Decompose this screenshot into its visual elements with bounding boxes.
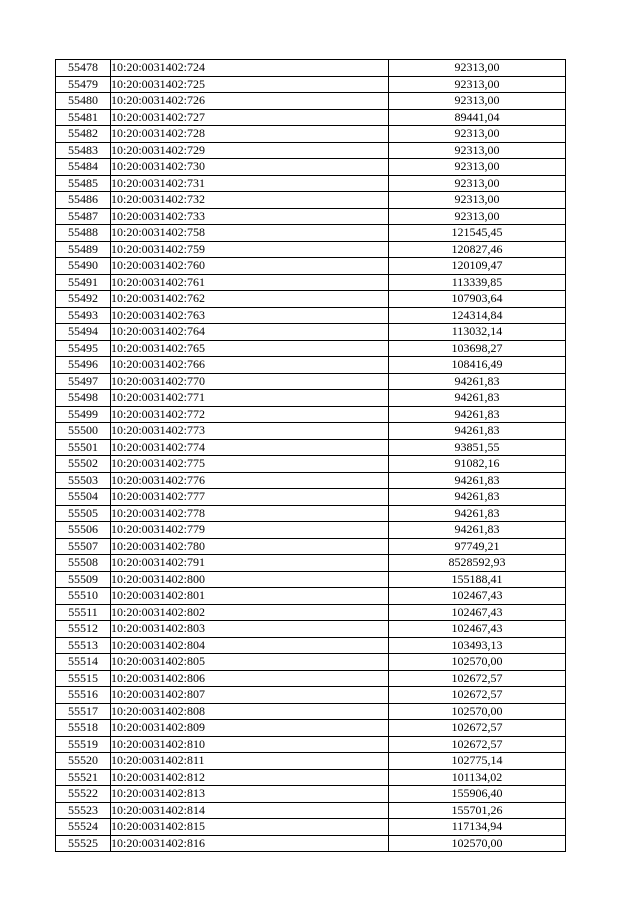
cadastral-number: 10:20:0031402:733 <box>111 208 389 225</box>
row-number: 55508 <box>56 555 111 572</box>
row-number: 55517 <box>56 703 111 720</box>
cadastral-value: 113339,85 <box>389 274 566 291</box>
row-number: 55503 <box>56 472 111 489</box>
row-number: 55488 <box>56 225 111 242</box>
cadastral-value: 91082,16 <box>389 456 566 473</box>
cadastral-value: 92313,00 <box>389 159 566 176</box>
row-number: 55485 <box>56 175 111 192</box>
cadastral-value: 103698,27 <box>389 340 566 357</box>
cadastral-value: 94261,83 <box>389 373 566 390</box>
table-row <box>56 555 566 572</box>
cadastral-value: 117134,94 <box>389 819 566 836</box>
cadastral-value: 102570,00 <box>389 654 566 671</box>
table-row <box>56 753 566 770</box>
table-row <box>56 703 566 720</box>
cadastral-value: 89441,04 <box>389 109 566 126</box>
cadastral-value: 102672,57 <box>389 687 566 704</box>
row-number: 55493 <box>56 307 111 324</box>
row-number: 55483 <box>56 142 111 159</box>
cadastral-number: 10:20:0031402:813 <box>111 786 389 803</box>
table-row <box>56 76 566 93</box>
cadastral-number: 10:20:0031402:728 <box>111 126 389 143</box>
table-row <box>56 208 566 225</box>
cadastral-number: 10:20:0031402:779 <box>111 522 389 539</box>
table-row <box>56 307 566 324</box>
table-row <box>56 291 566 308</box>
cadastral-number: 10:20:0031402:791 <box>111 555 389 572</box>
cadastral-number: 10:20:0031402:801 <box>111 588 389 605</box>
cadastral-number: 10:20:0031402:777 <box>111 489 389 506</box>
table-row <box>56 637 566 654</box>
cadastral-number: 10:20:0031402:802 <box>111 604 389 621</box>
cadastral-value: 102467,43 <box>389 604 566 621</box>
cadastral-value: 93851,55 <box>389 439 566 456</box>
cadastral-number: 10:20:0031402:760 <box>111 258 389 275</box>
cadastral-number: 10:20:0031402:807 <box>111 687 389 704</box>
cadastral-number: 10:20:0031402:764 <box>111 324 389 341</box>
cadastral-number: 10:20:0031402:730 <box>111 159 389 176</box>
row-number: 55522 <box>56 786 111 803</box>
row-number: 55502 <box>56 456 111 473</box>
table-body <box>56 60 566 852</box>
table-row <box>56 274 566 291</box>
row-number: 55515 <box>56 670 111 687</box>
table-row <box>56 670 566 687</box>
cadastral-number: 10:20:0031402:766 <box>111 357 389 374</box>
cadastral-value: 94261,83 <box>389 390 566 407</box>
table-row <box>56 802 566 819</box>
row-number: 55491 <box>56 274 111 291</box>
cadastral-number: 10:20:0031402:729 <box>111 142 389 159</box>
row-number: 55501 <box>56 439 111 456</box>
row-number: 55524 <box>56 819 111 836</box>
row-number: 55516 <box>56 687 111 704</box>
table-row <box>56 720 566 737</box>
cadastral-value: 92313,00 <box>389 76 566 93</box>
cadastral-number: 10:20:0031402:805 <box>111 654 389 671</box>
row-number: 55521 <box>56 769 111 786</box>
cadastral-number: 10:20:0031402:809 <box>111 720 389 737</box>
cadastral-number: 10:20:0031402:731 <box>111 175 389 192</box>
row-number: 55497 <box>56 373 111 390</box>
table-row <box>56 736 566 753</box>
cadastral-value: 121545,45 <box>389 225 566 242</box>
cadastral-number: 10:20:0031402:732 <box>111 192 389 209</box>
table-row <box>56 225 566 242</box>
row-number: 55500 <box>56 423 111 440</box>
table-row <box>56 390 566 407</box>
row-number: 55506 <box>56 522 111 539</box>
row-number: 55523 <box>56 802 111 819</box>
cadastral-value: 124314,84 <box>389 307 566 324</box>
row-number: 55519 <box>56 736 111 753</box>
cadastral-value: 92313,00 <box>389 175 566 192</box>
row-number: 55489 <box>56 241 111 258</box>
table-row <box>56 324 566 341</box>
table-row <box>56 406 566 423</box>
cadastral-value: 102467,43 <box>389 621 566 638</box>
cadastral-value: 102570,00 <box>389 835 566 852</box>
row-number: 55484 <box>56 159 111 176</box>
cadastral-number: 10:20:0031402:758 <box>111 225 389 242</box>
row-number: 55494 <box>56 324 111 341</box>
table-row <box>56 423 566 440</box>
table-row <box>56 241 566 258</box>
cadastral-number: 10:20:0031402:761 <box>111 274 389 291</box>
row-number: 55525 <box>56 835 111 852</box>
table-row <box>56 489 566 506</box>
table-row <box>56 60 566 77</box>
table-row <box>56 522 566 539</box>
cadastral-value: 92313,00 <box>389 208 566 225</box>
row-number: 55496 <box>56 357 111 374</box>
cadastral-value: 94261,83 <box>389 472 566 489</box>
table-row <box>56 258 566 275</box>
table-row <box>56 687 566 704</box>
row-number: 55481 <box>56 109 111 126</box>
row-number: 55507 <box>56 538 111 555</box>
row-number: 55487 <box>56 208 111 225</box>
cadastral-number: 10:20:0031402:763 <box>111 307 389 324</box>
cadastral-value: 97749,21 <box>389 538 566 555</box>
cadastral-value-table <box>55 59 566 852</box>
cadastral-number: 10:20:0031402:814 <box>111 802 389 819</box>
cadastral-number: 10:20:0031402:780 <box>111 538 389 555</box>
table-row <box>56 472 566 489</box>
cadastral-value: 94261,83 <box>389 489 566 506</box>
cadastral-number: 10:20:0031402:772 <box>111 406 389 423</box>
cadastral-number: 10:20:0031402:815 <box>111 819 389 836</box>
cadastral-value: 102467,43 <box>389 588 566 605</box>
table-row <box>56 505 566 522</box>
cadastral-value: 107903,64 <box>389 291 566 308</box>
cadastral-value: 102672,57 <box>389 670 566 687</box>
cadastral-value: 102672,57 <box>389 736 566 753</box>
table-row <box>56 819 566 836</box>
cadastral-value: 108416,49 <box>389 357 566 374</box>
row-number: 55498 <box>56 390 111 407</box>
cadastral-number: 10:20:0031402:811 <box>111 753 389 770</box>
cadastral-value: 94261,83 <box>389 505 566 522</box>
table-row <box>56 571 566 588</box>
table-row <box>56 654 566 671</box>
row-number: 55492 <box>56 291 111 308</box>
table-row <box>56 786 566 803</box>
cadastral-number: 10:20:0031402:778 <box>111 505 389 522</box>
table-row <box>56 159 566 176</box>
row-number: 55520 <box>56 753 111 770</box>
cadastral-value: 102672,57 <box>389 720 566 737</box>
cadastral-number: 10:20:0031402:762 <box>111 291 389 308</box>
cadastral-number: 10:20:0031402:759 <box>111 241 389 258</box>
row-number: 55505 <box>56 505 111 522</box>
cadastral-number: 10:20:0031402:816 <box>111 835 389 852</box>
row-number: 55518 <box>56 720 111 737</box>
cadastral-value: 103493,13 <box>389 637 566 654</box>
cadastral-number: 10:20:0031402:810 <box>111 736 389 753</box>
row-number: 55512 <box>56 621 111 638</box>
row-number: 55478 <box>56 60 111 77</box>
cadastral-value: 94261,83 <box>389 423 566 440</box>
cadastral-number: 10:20:0031402:803 <box>111 621 389 638</box>
table-row <box>56 769 566 786</box>
table-row <box>56 373 566 390</box>
cadastral-value: 155906,40 <box>389 786 566 803</box>
cadastral-number: 10:20:0031402:770 <box>111 373 389 390</box>
table-row <box>56 439 566 456</box>
table-row <box>56 192 566 209</box>
cadastral-number: 10:20:0031402:774 <box>111 439 389 456</box>
cadastral-value: 94261,83 <box>389 406 566 423</box>
cadastral-number: 10:20:0031402:775 <box>111 456 389 473</box>
cadastral-number: 10:20:0031402:776 <box>111 472 389 489</box>
cadastral-number: 10:20:0031402:800 <box>111 571 389 588</box>
cadastral-value: 92313,00 <box>389 60 566 77</box>
row-number: 55480 <box>56 93 111 110</box>
cadastral-number: 10:20:0031402:771 <box>111 390 389 407</box>
cadastral-number: 10:20:0031402:724 <box>111 60 389 77</box>
cadastral-value: 92313,00 <box>389 126 566 143</box>
table-row <box>56 621 566 638</box>
table-row <box>56 142 566 159</box>
table-row <box>56 357 566 374</box>
row-number: 55504 <box>56 489 111 506</box>
table-row <box>56 604 566 621</box>
cadastral-value: 120109,47 <box>389 258 566 275</box>
cadastral-value: 102775,14 <box>389 753 566 770</box>
cadastral-value: 120827,46 <box>389 241 566 258</box>
row-number: 55495 <box>56 340 111 357</box>
row-number: 55511 <box>56 604 111 621</box>
cadastral-number: 10:20:0031402:812 <box>111 769 389 786</box>
row-number: 55482 <box>56 126 111 143</box>
cadastral-number: 10:20:0031402:808 <box>111 703 389 720</box>
row-number: 55499 <box>56 406 111 423</box>
row-number: 55479 <box>56 76 111 93</box>
cadastral-number: 10:20:0031402:726 <box>111 93 389 110</box>
cadastral-value: 101134,02 <box>389 769 566 786</box>
row-number: 55513 <box>56 637 111 654</box>
cadastral-value: 155701,26 <box>389 802 566 819</box>
table-row <box>56 126 566 143</box>
cadastral-value: 102570,00 <box>389 703 566 720</box>
row-number: 55509 <box>56 571 111 588</box>
table-row <box>56 538 566 555</box>
cadastral-value: 92313,00 <box>389 142 566 159</box>
table-row <box>56 456 566 473</box>
table-row <box>56 588 566 605</box>
cadastral-number: 10:20:0031402:765 <box>111 340 389 357</box>
cadastral-number: 10:20:0031402:725 <box>111 76 389 93</box>
cadastral-value: 113032,14 <box>389 324 566 341</box>
cadastral-number: 10:20:0031402:727 <box>111 109 389 126</box>
cadastral-number: 10:20:0031402:804 <box>111 637 389 654</box>
table-row <box>56 109 566 126</box>
row-number: 55490 <box>56 258 111 275</box>
table-row <box>56 175 566 192</box>
cadastral-value: 8528592,93 <box>389 555 566 572</box>
cadastral-value: 92313,00 <box>389 192 566 209</box>
table-row <box>56 835 566 852</box>
cadastral-number: 10:20:0031402:806 <box>111 670 389 687</box>
table-row <box>56 340 566 357</box>
cadastral-value: 94261,83 <box>389 522 566 539</box>
row-number: 55486 <box>56 192 111 209</box>
cadastral-value: 92313,00 <box>389 93 566 110</box>
row-number: 55510 <box>56 588 111 605</box>
table-row <box>56 93 566 110</box>
cadastral-value: 155188,41 <box>389 571 566 588</box>
cadastral-number: 10:20:0031402:773 <box>111 423 389 440</box>
row-number: 55514 <box>56 654 111 671</box>
